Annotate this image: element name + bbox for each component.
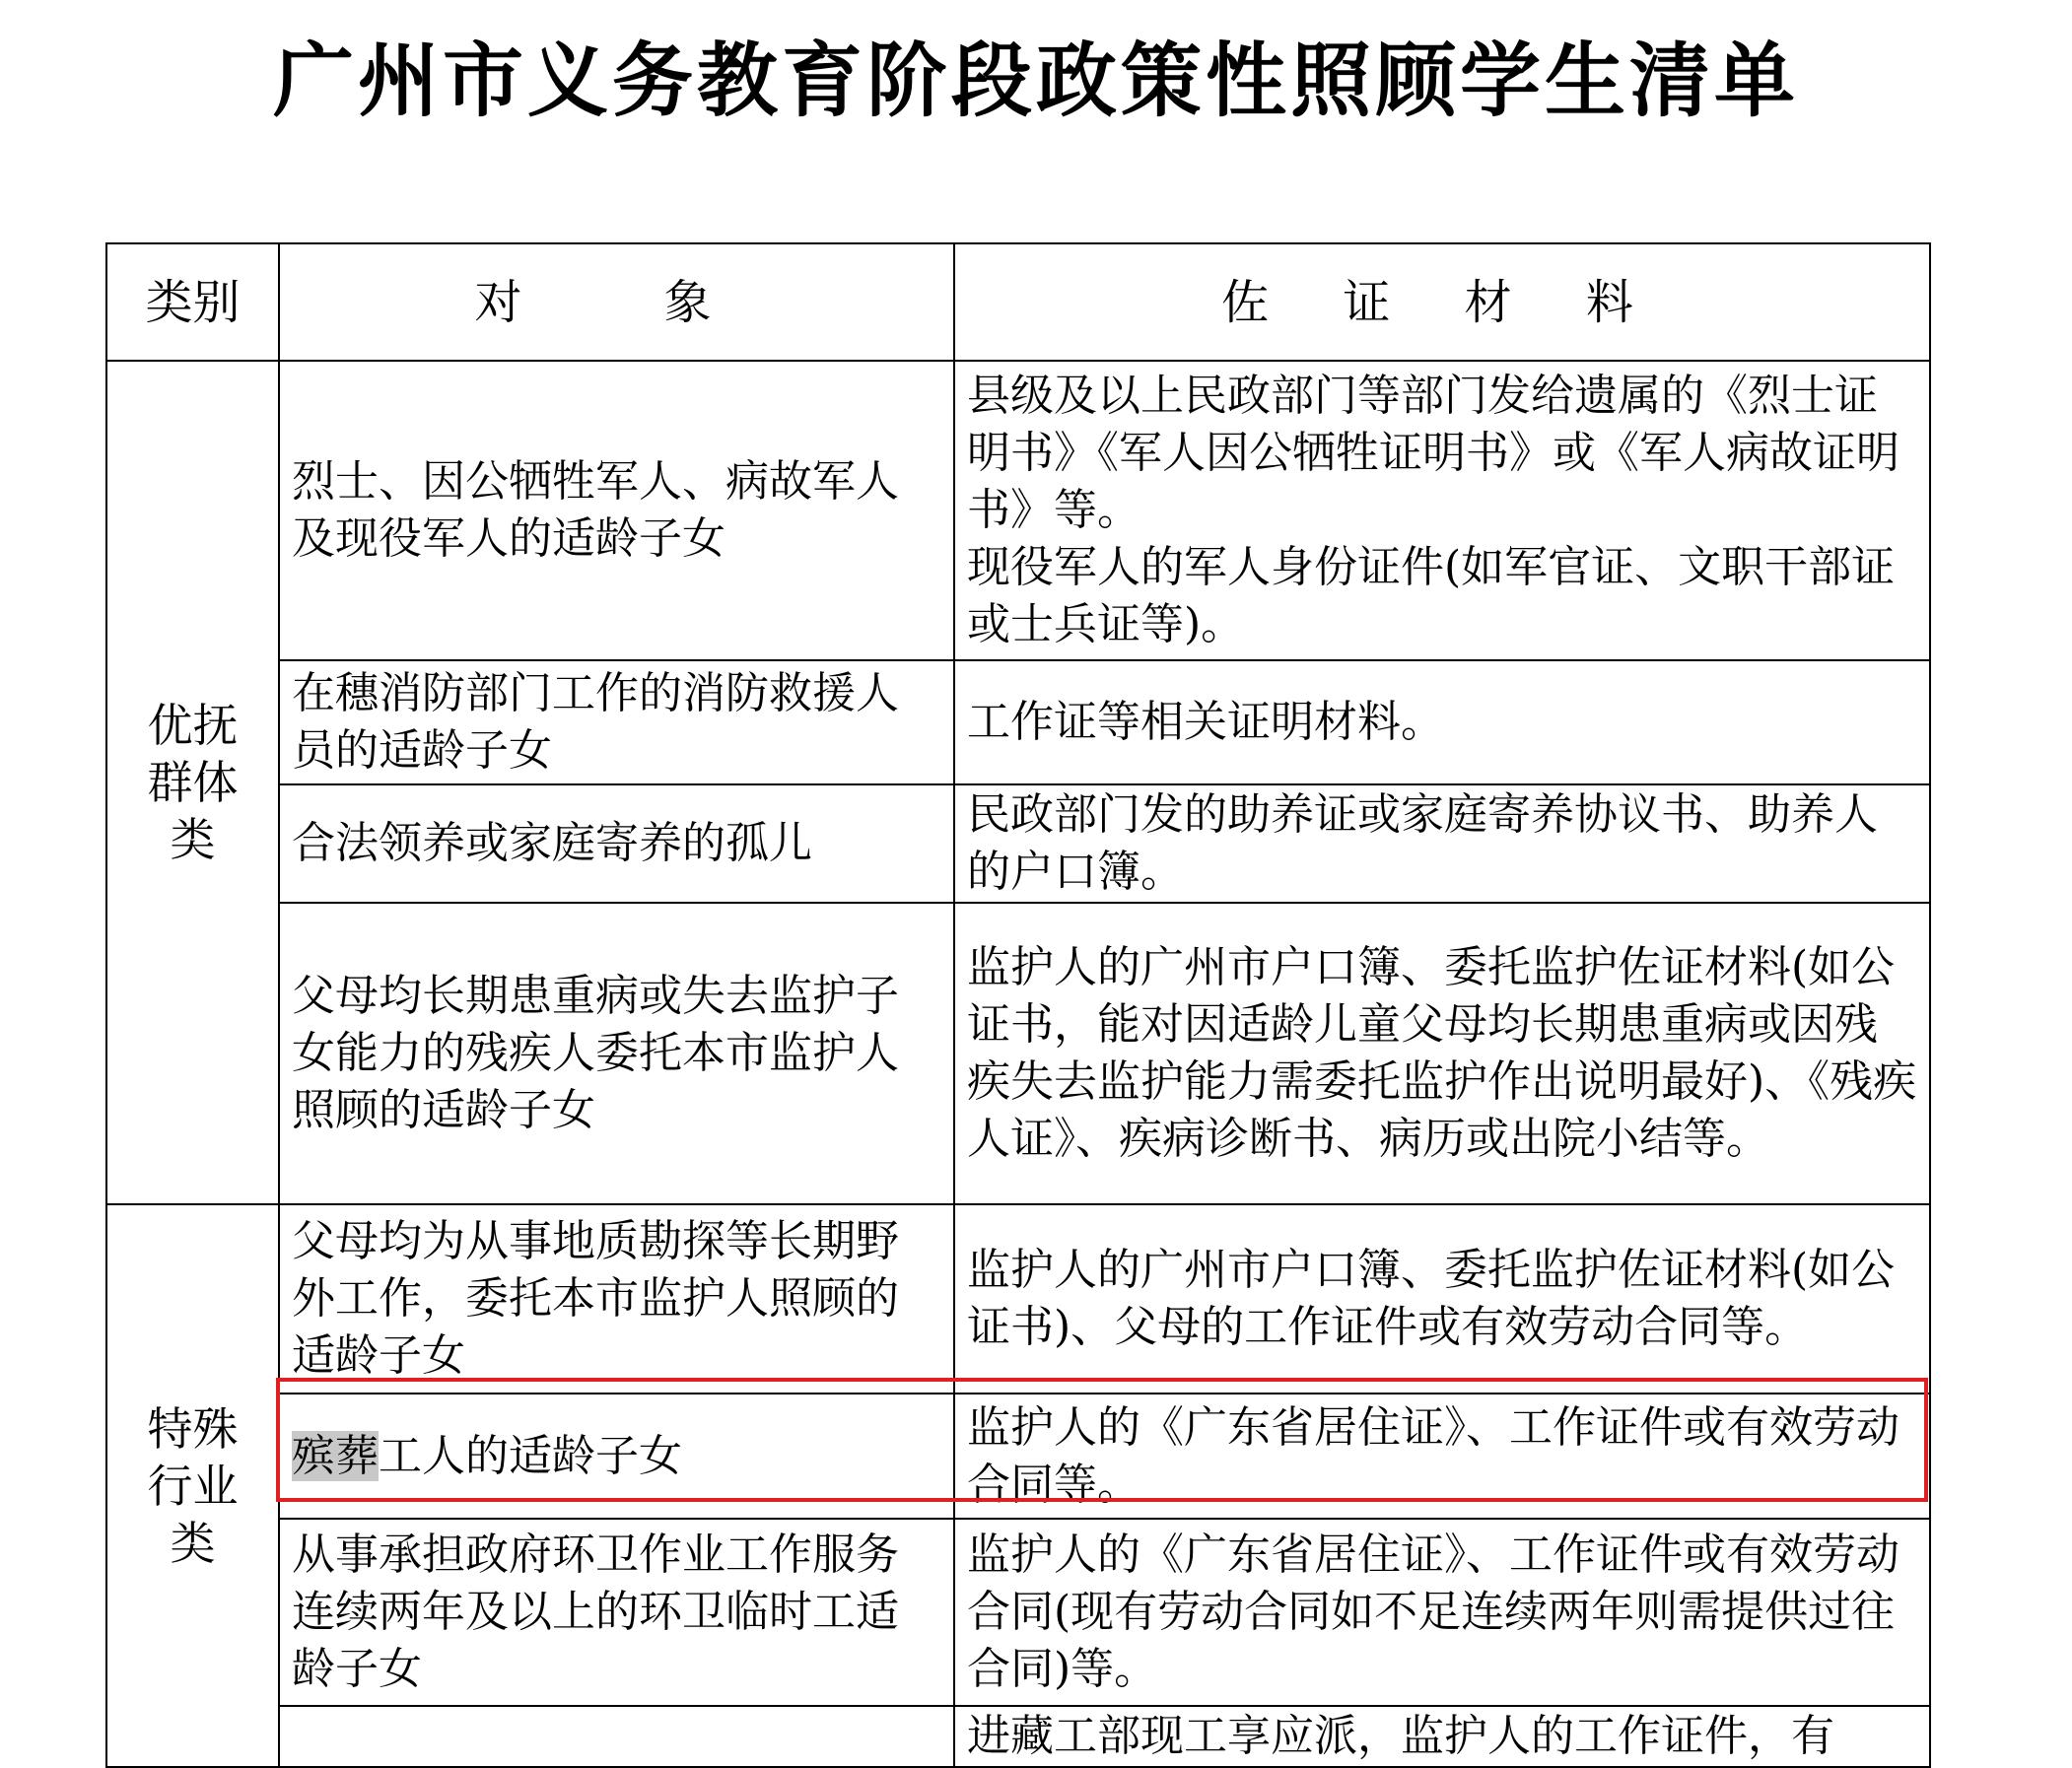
materials-cell bbox=[954, 903, 1930, 1204]
category-cell-youfu: 优抚群体类 bbox=[106, 361, 279, 1204]
header-object: 对 象 bbox=[279, 243, 954, 361]
materials-cell bbox=[954, 784, 1930, 903]
materials-cell bbox=[954, 1394, 1930, 1519]
material-text: 民政部门发的助养证或家庭寄养协议书、助养人的户口簿。 bbox=[967, 789, 1878, 897]
material-text: 监护人的广州市户口簿、委托监护佐证材料(如公证书)、父母的工作证件或有效劳动合同等。 bbox=[967, 1245, 1896, 1352]
object-cell: 在穗消防部门工作的消防救援人员的适龄子女 bbox=[279, 660, 954, 784]
table-row bbox=[106, 660, 1930, 784]
table-row bbox=[106, 1204, 1930, 1394]
highlighted-text: 殡葬 bbox=[292, 1430, 379, 1481]
header-materials: 佐 证 材 料 bbox=[954, 243, 1930, 361]
material-text: 监护人的广州市户口簿、委托监护佐证材料(如公证书，能对因适龄儿童父母均长期患重病或因残疾失去监护能力需委托监护作出说明最好)、《残疾人证》、疾病诊断书、病历或出院小结等。 bbox=[967, 942, 1917, 1164]
materials-cell bbox=[954, 361, 1930, 660]
material-text: 监护人的《广东省居住证》、工作证件或有效劳动合同等。 bbox=[967, 1401, 1899, 1510]
page-title: 广州市义务教育阶段政策性照顾学生清单 bbox=[272, 34, 1799, 128]
object-cell: 父母均为从事地质勘探等长期野外工作，委托本市监护人照顾的适龄子女 bbox=[279, 1204, 954, 1394]
policy-table bbox=[105, 242, 1931, 1768]
material-text: 监护人的《广东省居住证》、工作证件或有效劳动合同(现有劳动合同如不足连续两年则需提供过往合同)等。 bbox=[967, 1530, 1899, 1694]
table-row-partial bbox=[106, 1706, 1930, 1767]
materials-cell bbox=[954, 1706, 1930, 1767]
material-text: 进藏工部现工享应派，监护人的工作证件，有 bbox=[967, 1711, 1834, 1761]
object-cell: 合法领养或家庭寄养的孤儿 bbox=[279, 784, 954, 903]
object-cell bbox=[279, 1706, 954, 1767]
object-cell bbox=[279, 1394, 954, 1519]
material-text: 县级及以上民政部门等部门发给遗属的《烈士证明书》《军人因公牺牲证明书》或《军人病故证明书》等。 bbox=[967, 371, 1899, 535]
object-text: 工人的适龄子女 bbox=[379, 1430, 682, 1481]
table-row bbox=[106, 784, 1930, 903]
object-cell: 烈士、因公牺牲军人、病故军人及现役军人的适龄子女 bbox=[279, 361, 954, 660]
table-row bbox=[106, 903, 1930, 1204]
material-text: 工作证等相关证明材料。 bbox=[967, 697, 1444, 747]
materials-cell bbox=[954, 1204, 1930, 1394]
materials-cell bbox=[954, 660, 1930, 784]
materials-cell bbox=[954, 1519, 1930, 1706]
table-header-row bbox=[106, 243, 1930, 361]
object-cell: 父母均长期患重病或失去监护子女能力的残疾人委托本市监护人照顾的适龄子女 bbox=[279, 903, 954, 1204]
table-row-highlighted bbox=[106, 1394, 1930, 1519]
object-cell: 从事承担政府环卫作业工作服务连续两年及以上的环卫临时工适龄子女 bbox=[279, 1519, 954, 1706]
category-cell-teshu: 特殊行业类 bbox=[106, 1204, 279, 1767]
material-text: 现役军人的军人身份证件(如军官证、文职干部证或士兵证等)。 bbox=[967, 542, 1896, 649]
table-row bbox=[106, 1519, 1930, 1706]
header-category: 类别 bbox=[106, 243, 279, 361]
table-row bbox=[106, 361, 1930, 660]
